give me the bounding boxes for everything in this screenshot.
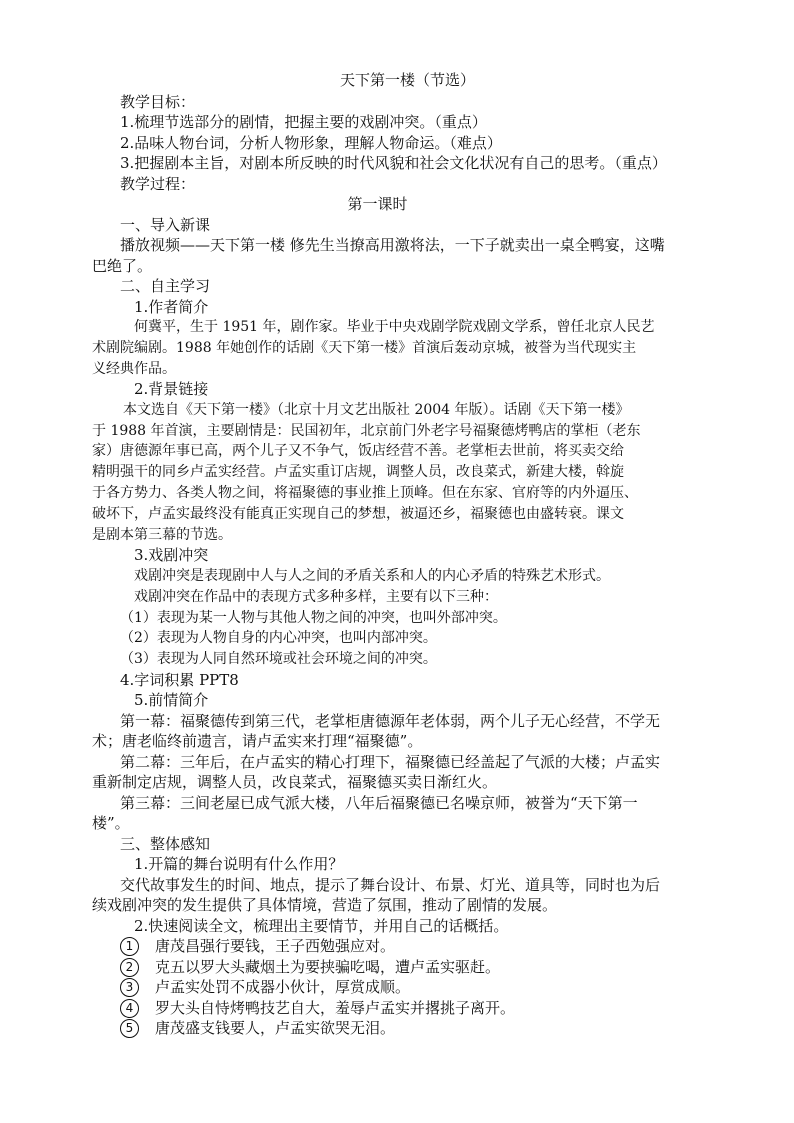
circled-number: 4 [120,999,139,1018]
paragraph-line: 第一幕：福聚德传到第三代，老掌柜唐德源年老体弱，两个儿子无心经营，不学无 [120,711,661,730]
paragraph-line: 戏剧冲突在作品中的表现方式多种多样，主要有以下三种： [134,588,498,605]
plot-text: 唐茂盛支钱要人，卢孟实欲哭无泪。 [155,1019,396,1038]
subsection-heading: 1.作者简介 [134,297,209,316]
paragraph-line: 第三幕：三间老屋已成气派大楼，八年后福聚德已名噪京师，被誉为“天下第一 [120,793,638,812]
paragraph-line: 义经典作品。 [92,360,176,377]
plot-item [120,957,695,978]
paragraph-line: 是剧本第三幕的节选。 [92,526,232,543]
list-item: （2）表现为人物自身的内心冲突，也叫内部冲突。 [120,630,437,647]
page-title: 天下第一楼（节选） [339,71,475,89]
goal-item: 1.梳理节选部分的剧情，把握主要的戏剧冲突。（重点） [120,113,487,131]
plot-text: 唐茂昌强行要钱，王子西勉强应对。 [155,937,396,956]
goal-item: 3.把握剧本主旨，对剧本所反映的时代风貌和社会文化状况有自己的思考。（重点） [120,154,667,172]
subsection-heading: 5.前情简介 [134,691,209,710]
plot-item [120,977,695,998]
plot-item [120,936,695,957]
list-item: （3）表现为人同自然环境或社会环境之间的冲突。 [120,651,437,668]
paragraph-line: 于 1988 年首演，主要剧情是：民国初年，北京前门外老字号福聚德烤鸭店的掌柜（老东 [92,422,641,439]
paragraph-line: 何冀平，生于 1951 年，剧作家。毕业于中央戏剧学院戏剧文学系，曾任北京人民艺 [134,319,655,335]
question: 1.开篇的舞台说明有什么作用？ [134,855,344,874]
plot-text: 卢孟实处罚不成器小伙计，厚赏成顺。 [155,978,411,997]
question: 2.快速阅读全文，梳理出主要情节，并用自己的话概括。 [134,916,509,935]
subsection-heading: 2.背景链接 [134,380,209,399]
plot-item [120,1018,695,1039]
circled-number: 1 [120,937,139,956]
paragraph-line: 破坏下，卢孟实最终没有能真正实现自己的梦想，被逼还乡，福聚德也由盛转衰。课文 [92,505,624,522]
plot-text: 罗大头自恃烤鸭技艺自大，羞辱卢孟实并撂挑子离开。 [155,998,516,1017]
paragraph-line: 交代故事发生的时间、地点，提示了舞台设计、布景、灯光、道具等，同时也为后 [120,875,661,894]
paragraph-line: 播放视频——天下第一楼 修先生当撩高用激将法，一下子就卖出一桌全鸭宴，这嘴 [120,236,665,254]
circled-number: 3 [120,978,139,997]
paragraph-line: 本文选自《天下第一楼》（北京十月文艺出版社 2004 年版）。话剧《天下第一楼》 [123,401,630,418]
paragraph-line: 重新制定店规，调整人员，改良菜式，福聚德买卖日渐红火。 [92,773,498,792]
paragraph-line: 戏剧冲突是表现剧中人与人之间的矛盾关系和人的内心矛盾的特殊艺术形式。 [134,567,610,584]
section-heading: 一、导入新课 [120,215,211,234]
paragraph-line: 巴绝了。 [92,256,153,275]
circled-number: 2 [120,958,139,977]
section-heading: 二、自主学习 [120,277,211,295]
lesson-title: 第一课时 [347,195,408,213]
document-body [92,70,695,1039]
paragraph-line: 楼”。 [92,814,130,833]
plot-text: 克五以罗大头藏烟土为要挟骗吃喝，遭卢孟实驱赶。 [155,957,501,976]
list-item: （1）表现为某一人物与其他人物之间的冲突，也叫外部冲突。 [120,609,507,626]
section-heading: 三、整体感知 [120,834,211,853]
plot-item [120,998,695,1019]
paragraph-line: 术；唐老临终前遗言，请卢孟实来打理“福聚德”。 [92,732,423,751]
paragraph-line: 第二幕：三年后，在卢孟实的精心打理下，福聚德已经盖起了气派的大楼；卢孟实 [120,752,661,771]
goals-heading: 教学目标： [120,92,196,111]
circled-number: 5 [120,1019,139,1038]
subsection-heading: 4.字词积累 PPT8 [120,670,239,689]
paragraph-line: 术剧院编剧。1988 年她创作的话剧《天下第一楼》首演后轰动京城，被誉为当代现实主 [92,339,637,356]
paragraph-line: 精明强干的同乡卢孟实经营。卢孟实重订店规，调整人员，改良菜式，新建大楼，斡旋 [92,464,624,481]
subsection-heading: 3.戏剧冲突 [134,546,209,565]
paragraph-line: 于各方势力、各类人物之间，将福聚德的事业推上顶峰。但在东家、官府等的内外逼压、 [92,485,638,502]
goal-item: 2.品味人物台词，分析人物形象，理解人物命运。（难点） [120,133,502,152]
paragraph-line: 续戏剧冲突的发生提供了具体情境，营造了氛围，推动了剧情的发展。 [92,896,558,915]
paragraph-line: 家）唐德源年事已高，两个儿子又不争气，饭店经营不善。老掌柜去世前，将买卖交给 [92,443,624,460]
process-heading: 教学过程： [120,174,196,193]
